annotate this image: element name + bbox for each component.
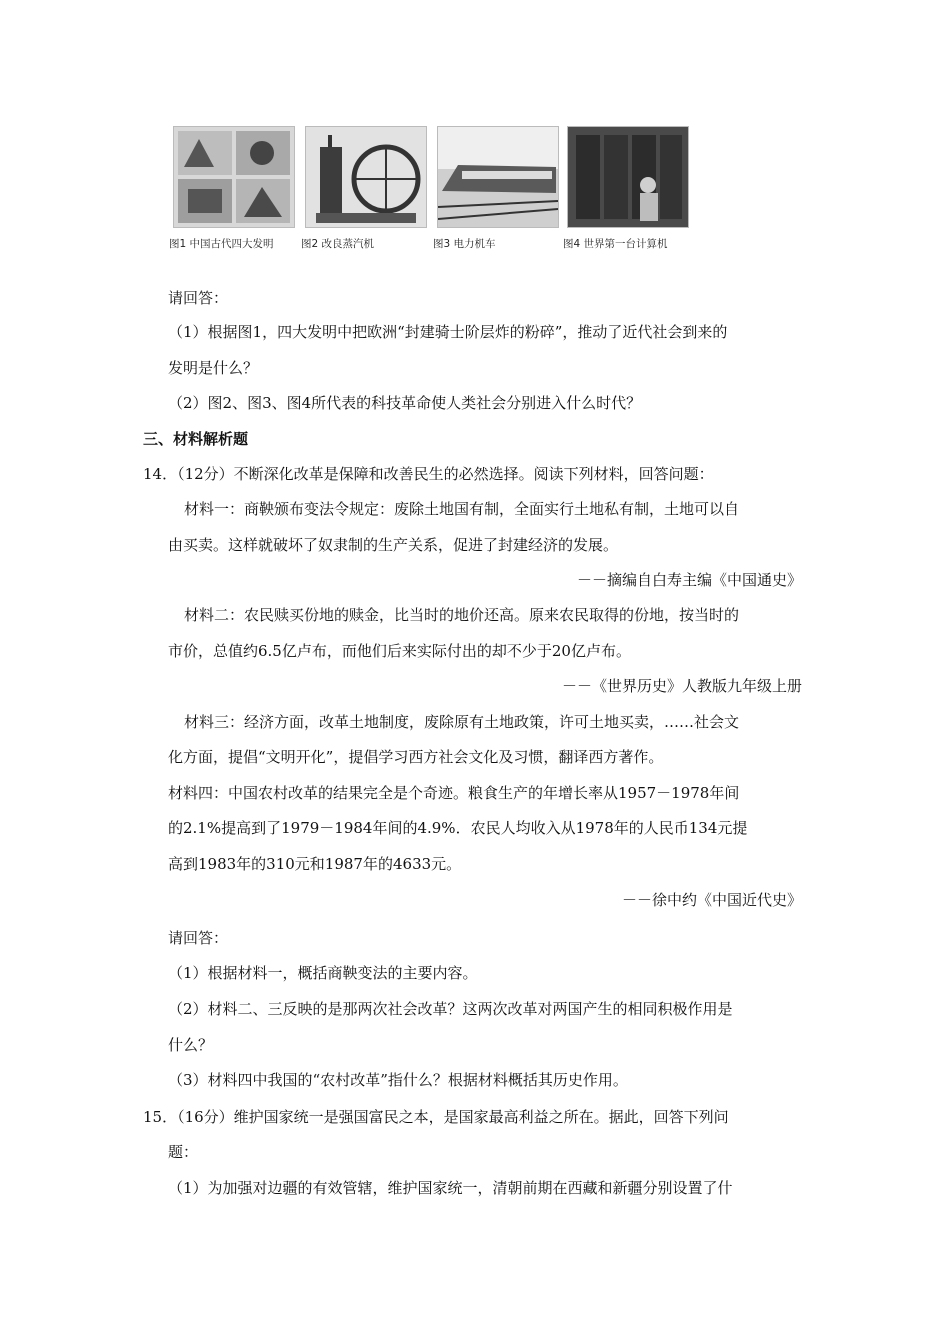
q14-material1-line2: 由买卖。这样就破坏了奴隶制的生产关系，促进了封建经济的发展。 bbox=[168, 536, 619, 554]
q14-stem: 14．（12分）不断深化改革是保障和改善民生的必然选择。阅读下列材料，回答问题： bbox=[143, 465, 714, 483]
q13-sub1-line1: （1）根据图1，四大发明中把欧洲“封建骑士阶层炸的粉碎”，推动了近代社会到来的 bbox=[168, 323, 728, 341]
q14-material1-source: －－摘编自白寿主编《中国通史》 bbox=[576, 571, 802, 589]
figure-3-caption: 图3 电力机车 bbox=[433, 238, 496, 250]
q14-sub2-line1: （2）材料二、三反映的是那两次社会改革？这两次改革对两国产生的相同积极作用是 bbox=[168, 1000, 733, 1018]
q14-material2-line1: 材料二：农民赎买份地的赎金，比当时的地价还高。原来农民取得的份地，按当时的 bbox=[184, 606, 740, 624]
figure-row bbox=[165, 126, 725, 261]
q14-material2-line2: 市价，总值约6.5亿卢布，而他们后来实际付出的却不少于20亿卢布。 bbox=[168, 642, 631, 660]
q15-stem-line2: 题： bbox=[168, 1143, 199, 1161]
q13-sub2: （2）图2、图3、图4所代表的科技革命使人类社会分别进入什么时代？ bbox=[168, 394, 642, 412]
q14-material3-line2: 化方面，提倡“文明开化”，提倡学习西方社会文化及习惯，翻译西方著作。 bbox=[168, 748, 664, 766]
q14-material2-source: －－《世界历史》人教版九年级上册 bbox=[561, 677, 802, 695]
q14-prompt: 请回答： bbox=[168, 929, 229, 947]
figure-2-caption: 图2 改良蒸汽机 bbox=[301, 238, 375, 250]
q15-sub1-line1: （1）为加强对边疆的有效管辖，维护国家统一，清朝前期在西藏和新疆分别设置了什 bbox=[168, 1179, 733, 1197]
computer-image bbox=[567, 126, 689, 228]
q14-material3-line1: 材料三：经济方面，改革土地制度，废除原有土地政策，许可土地买卖，……社会文 bbox=[184, 713, 740, 731]
q14-material1-line1: 材料一：商鞅颁布变法令规定：废除土地国有制，全面实行土地私有制，土地可以自 bbox=[184, 500, 740, 518]
q14-sub1: （1）根据材料一，概括商鞅变法的主要内容。 bbox=[168, 964, 478, 982]
steam-engine-image bbox=[305, 126, 427, 228]
q14-sub2-line2: 什么？ bbox=[168, 1036, 214, 1054]
figure-1 bbox=[169, 126, 295, 250]
ancient-inventions-image bbox=[173, 126, 295, 228]
figure-3 bbox=[433, 126, 559, 250]
q14-material4-line1: 材料四：中国农村改革的结果完全是个奇迹。粮食生产的年增长率从1957－1978年间 bbox=[168, 784, 740, 802]
figure-2 bbox=[301, 126, 427, 250]
q14-material4-source: －－徐中约《中国近代史》 bbox=[621, 891, 802, 909]
q14-material4-line2: 的2.1%提高到了1979－1984年间的4.9%．农民人均收入从1978年的人民币134元提 bbox=[168, 819, 748, 837]
q15-stem-line1: 15．（16分）维护国家统一是强国富民之本，是国家最高利益之所在。据此，回答下列问 bbox=[143, 1108, 729, 1126]
section-3-title: 三、材料解析题 bbox=[143, 430, 249, 448]
q14-sub3: （3）材料四中我国的“农村改革”指什么？根据材料概括其历史作用。 bbox=[168, 1071, 628, 1089]
q13-sub1-line2: 发明是什么？ bbox=[168, 359, 259, 377]
figure-4-caption: 图4 世界第一台计算机 bbox=[563, 238, 668, 250]
figure-1-caption: 图1 中国古代四大发明 bbox=[169, 238, 274, 250]
q13-prompt: 请回答： bbox=[168, 289, 229, 307]
q14-material4-line3: 高到1983年的310元和1987年的4633元。 bbox=[168, 855, 462, 873]
figure-4 bbox=[563, 126, 689, 250]
electric-train-image bbox=[437, 126, 559, 228]
